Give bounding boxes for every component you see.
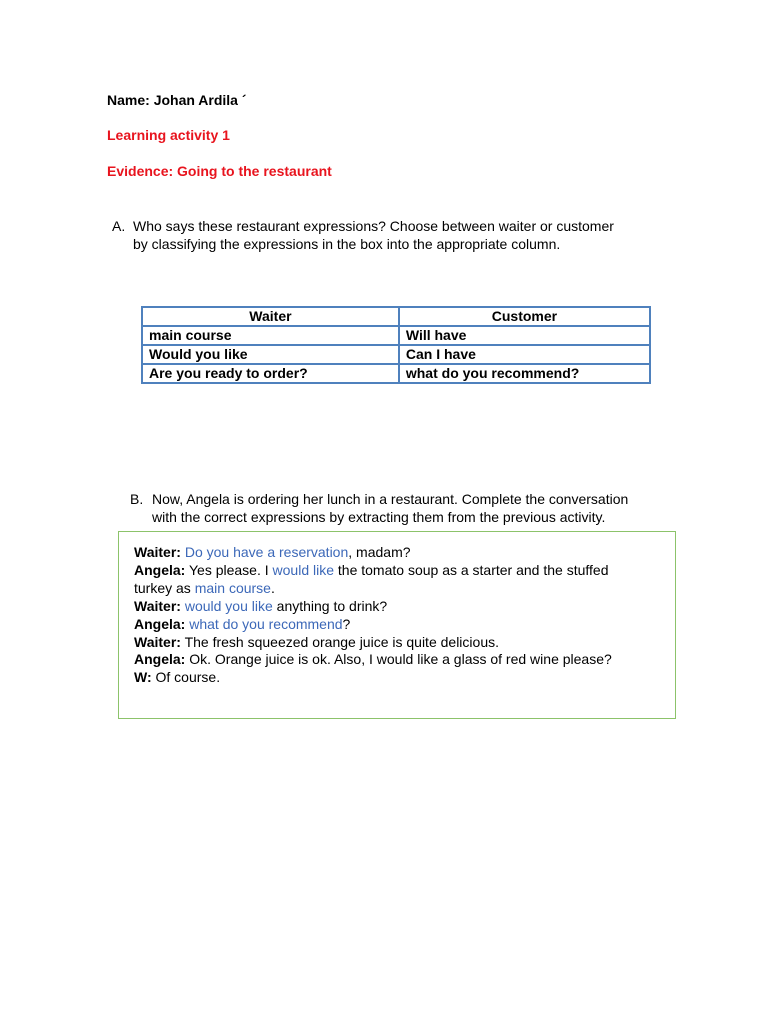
speaker-label: Angela: <box>134 615 186 632</box>
question-b-line2: with the correct expressions by extracting them from the previous activity. <box>152 509 606 525</box>
table-row <box>142 364 650 383</box>
filled-expression: main course <box>194 579 271 596</box>
table-cell: main course <box>142 326 399 345</box>
speaker-label: Angela: <box>134 651 186 668</box>
speaker-label: W: <box>134 669 152 686</box>
conversation-line <box>134 580 612 598</box>
speaker-label: Angela: <box>134 561 186 578</box>
line-text: Ok. Orange juice is ok. Also, I would like a glass of red wine please? <box>189 651 612 668</box>
conversation-line <box>134 562 612 580</box>
name-label: Name: <box>107 92 150 108</box>
line-text: Of course. <box>155 669 221 686</box>
line-text: turkey as <box>134 579 191 596</box>
conversation-line <box>134 651 612 669</box>
question-b-text <box>152 490 628 526</box>
conversation-line <box>134 616 612 634</box>
question-a-line1: Who says these restaurant expressions? Choose between waiter or customer <box>133 218 614 234</box>
line-text: the tomato soup as a starter and the stuffed <box>337 561 609 578</box>
table-cell: Can I have <box>399 345 650 364</box>
table-cell: Will have <box>399 326 650 345</box>
evidence-title: Evidence: Going to the restaurant <box>107 163 332 179</box>
line-text: anything to drink? <box>276 597 388 614</box>
table-header-row <box>142 307 650 326</box>
conversation <box>134 544 612 687</box>
table-cell: Would you like <box>142 345 399 364</box>
waiter-column-header: Waiter <box>142 307 399 326</box>
line-text: ? <box>342 615 351 632</box>
conversation-line <box>134 634 612 652</box>
table-cell: Are you ready to order? <box>142 364 399 383</box>
question-b-line1: Now, Angela is ordering her lunch in a restaurant. Complete the conversation <box>152 491 629 507</box>
filled-expression: would like <box>272 561 335 578</box>
name-value: Johan Ardila ´ <box>153 92 247 108</box>
activity-title: Learning activity 1 <box>107 127 230 143</box>
filled-expression: Do you have a reservation <box>184 544 349 560</box>
line-text: The fresh squeezed orange juice is quite delicious. <box>184 633 499 650</box>
table-row <box>142 345 650 364</box>
speaker-label: Waiter: <box>134 597 181 614</box>
filled-expression: would you like <box>184 597 273 614</box>
question-a-marker: A. <box>112 218 126 234</box>
speaker-label: Waiter: <box>134 633 181 650</box>
question-b-marker: B. <box>130 491 144 507</box>
line-text: . <box>270 579 275 596</box>
customer-column-header: Customer <box>399 307 650 326</box>
student-name <box>107 92 247 108</box>
expressions-table <box>141 306 651 384</box>
table-cell: what do you recommend? <box>399 364 650 383</box>
conversation-box <box>118 531 676 719</box>
speaker-label: Waiter: <box>134 544 181 560</box>
conversation-line <box>134 669 612 687</box>
conversation-line <box>134 544 612 562</box>
line-text: Yes please. I <box>188 561 269 578</box>
line-text: , madam? <box>348 544 411 560</box>
filled-expression: what do you recommend <box>189 615 343 632</box>
conversation-line <box>134 598 612 616</box>
table-row <box>142 326 650 345</box>
question-a-text <box>133 217 614 253</box>
question-a-line2: by classifying the expressions in the box into the appropriate column. <box>133 236 561 252</box>
